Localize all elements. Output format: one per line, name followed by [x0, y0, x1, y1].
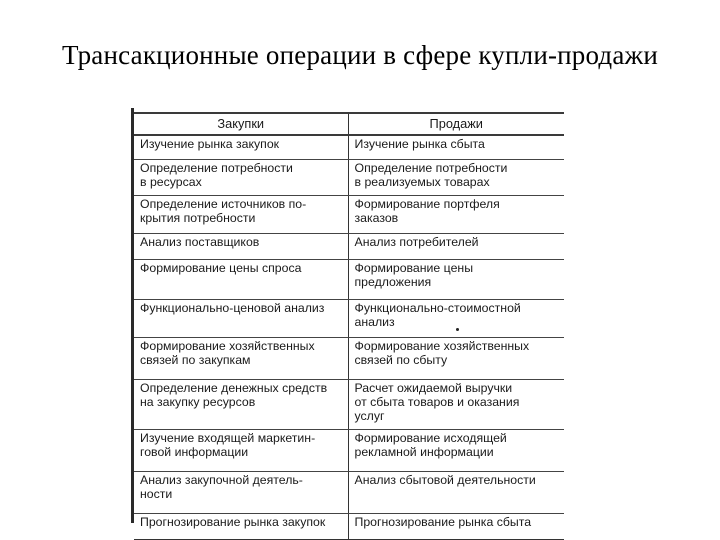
header-purchases: Закупки	[134, 113, 348, 135]
cell-sales: Анализ сбытовой деятельности	[348, 472, 564, 514]
slide-title: Трансакционные операции в сфере купли-продажи	[61, 40, 659, 70]
cell-purchases: Определение денежных средств на закупку ресурсов	[134, 380, 348, 430]
cell-purchases: Изучение рынка закупок	[134, 135, 348, 160]
table-row	[134, 135, 564, 160]
cell-purchases: Изучение входящей маркетин- говой информации	[134, 430, 348, 472]
cell-sales: Определение потребности в реализуемых товарах	[348, 160, 564, 196]
scanned-table-image	[131, 108, 568, 529]
table-row	[134, 338, 564, 380]
cell-sales: Анализ потребителей	[348, 234, 564, 260]
table-row	[134, 300, 564, 338]
header-sales: Продажи	[348, 113, 564, 135]
table-row	[134, 380, 564, 430]
table-row	[134, 196, 564, 234]
table-row	[134, 234, 564, 260]
table-row	[134, 160, 564, 196]
table-header-row	[134, 113, 564, 135]
cell-sales: Формирование цены предложения	[348, 260, 564, 300]
cell-purchases: Прогнозирование рынка закупок	[134, 514, 348, 540]
table-row	[134, 472, 564, 514]
cell-purchases: Формирование хозяйственных связей по закупкам	[134, 338, 348, 380]
cell-purchases: Функционально-ценовой анализ	[134, 300, 348, 338]
cell-purchases: Анализ закупочной деятель- ности	[134, 472, 348, 514]
cell-purchases: Анализ поставщиков	[134, 234, 348, 260]
cell-sales: Функционально-стоимостной анализ	[348, 300, 564, 338]
cell-sales: Прогнозирование рынка сбыта	[348, 514, 564, 540]
cell-sales: Формирование портфеля заказов	[348, 196, 564, 234]
table-row	[134, 430, 564, 472]
cell-sales: Расчет ожидаемой выручки от сбыта товаров и оказания услуг	[348, 380, 564, 430]
cell-purchases: Определение источников по- крытия потребности	[134, 196, 348, 234]
table-row	[134, 260, 564, 300]
cell-purchases: Определение потребности в ресурсах	[134, 160, 348, 196]
cell-sales: Формирование исходящей рекламной информации	[348, 430, 564, 472]
cell-sales: Изучение рынка сбыта	[348, 135, 564, 160]
scan-speck	[456, 328, 459, 331]
cell-purchases: Формирование цены спроса	[134, 260, 348, 300]
comparison-table	[134, 112, 564, 540]
cell-sales: Формирование хозяйственных связей по сбыту	[348, 338, 564, 380]
table-row	[134, 514, 564, 540]
